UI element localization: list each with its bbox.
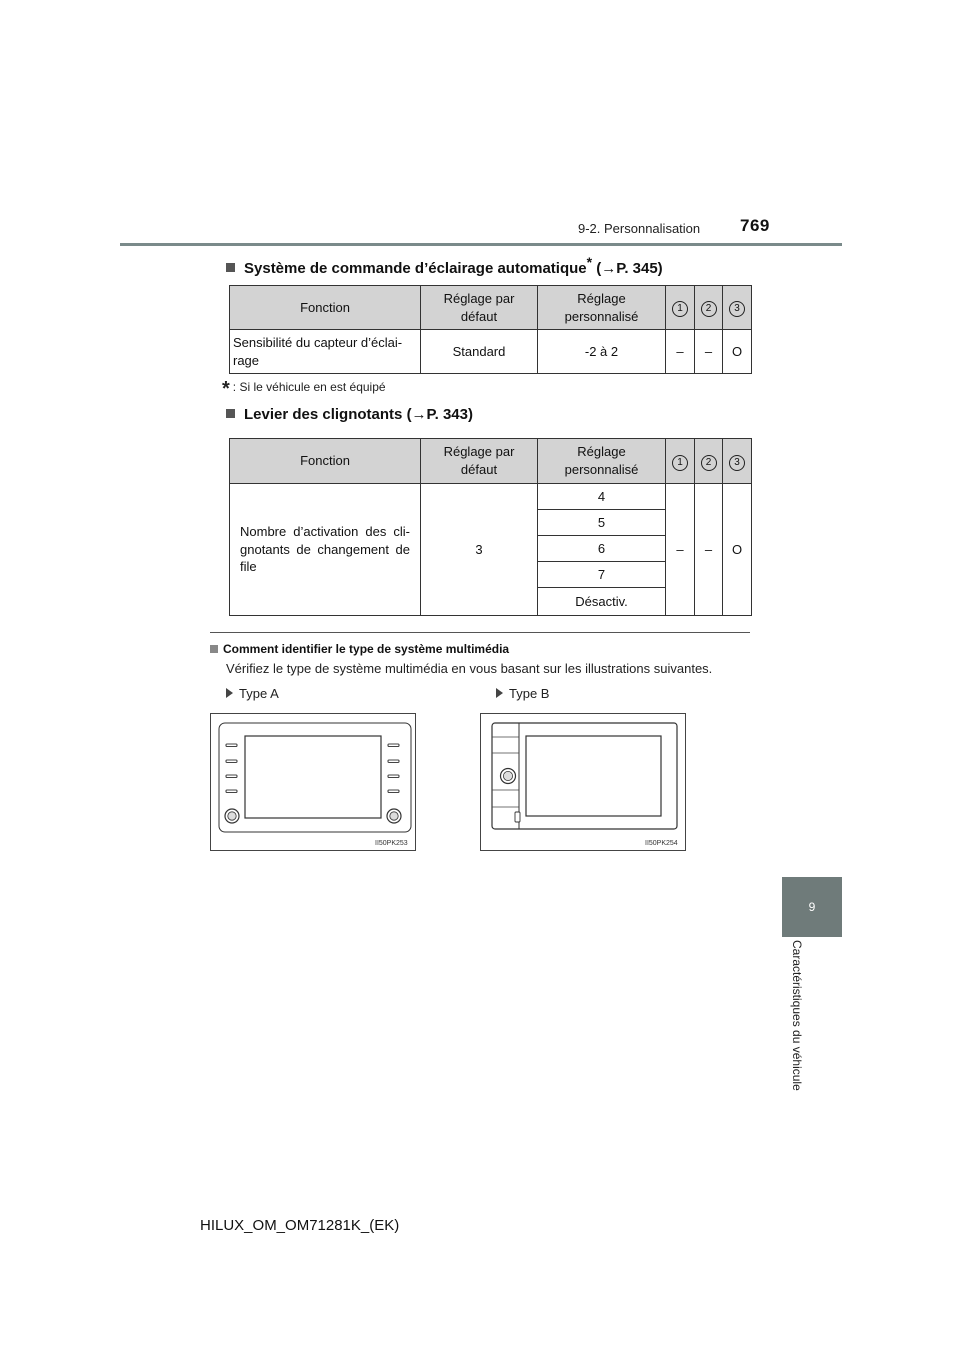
section-title-lighting: Système de commande d’éclairage automatique* (→P. 345)	[226, 254, 663, 277]
header-col-1: 1	[666, 286, 695, 330]
info-separator	[210, 632, 750, 633]
table-row	[230, 484, 752, 510]
cell-col-1: –	[666, 484, 695, 616]
figure-code: II50PK254	[645, 840, 678, 847]
triangle-bullet-icon	[496, 688, 503, 698]
square-bullet-icon	[226, 409, 235, 418]
cell-col-2: –	[695, 484, 723, 616]
cell-default: 3	[421, 484, 538, 616]
cell-custom-option: 4	[538, 484, 666, 510]
illustration-type-b	[480, 713, 686, 851]
cell-col-3: O	[723, 330, 752, 374]
section-title-ref: (→P. 343)	[406, 406, 473, 423]
header-col-2: 2	[695, 439, 723, 484]
figure-code: II50PK253	[375, 840, 408, 847]
cell-custom-option: 7	[538, 562, 666, 588]
chapter-title: Caractéristiques du véhicule	[790, 940, 804, 1091]
turn-signal-settings-table	[229, 438, 752, 616]
section-title-ref: (→P. 345)	[596, 260, 663, 277]
header-default: Réglage par défaut	[421, 439, 538, 484]
square-bullet-icon	[210, 645, 218, 653]
header-custom: Réglage personnalisé	[538, 439, 666, 484]
section-header: 9-2. Personnalisation	[578, 221, 701, 236]
info-text: Vérifiez le type de système multimédia en vous basant sur les illustrations suivantes.	[226, 661, 713, 676]
cell-custom: -2 à 2	[538, 330, 666, 374]
multimedia-type-a-drawing	[211, 714, 415, 850]
type-b-label: Type B	[496, 686, 549, 701]
type-a-label: Type A	[226, 686, 279, 701]
chapter-tab[interactable]	[782, 877, 842, 937]
info-title: Comment identifier le type de système multimédia	[210, 642, 509, 656]
table-row	[230, 330, 752, 374]
cell-custom-option: 6	[538, 536, 666, 562]
header-col-1: 1	[666, 439, 695, 484]
triangle-bullet-icon	[226, 688, 233, 698]
header-col-3: 3	[723, 286, 752, 330]
cell-col-3: O	[723, 484, 752, 616]
footnote: * : Si le véhicule en est équipé	[222, 378, 386, 400]
multimedia-type-b-drawing	[481, 714, 685, 850]
header-col-2: 2	[695, 286, 723, 330]
header-col-3: 3	[723, 439, 752, 484]
chapter-title-container	[782, 940, 812, 1115]
cell-function: Nombre d’activation des cli-gnotants de changement de file	[230, 484, 421, 616]
asterisk-icon: *	[222, 378, 230, 400]
document-id: HILUX_OM_OM71281K_(EK)	[200, 1217, 400, 1234]
cell-function: Sensibilité du capteur d’éclai-rage	[230, 330, 421, 374]
cell-default: Standard	[421, 330, 538, 374]
asterisk-icon: *	[586, 254, 593, 270]
cell-col-2: –	[695, 330, 723, 374]
header-rule	[120, 243, 842, 246]
table-header-row	[230, 286, 752, 330]
page-number: 769	[740, 216, 770, 235]
header-function: Fonction	[230, 439, 421, 484]
header-default: Réglage par défaut	[421, 286, 538, 330]
table-header-row	[230, 439, 752, 484]
square-bullet-icon	[226, 263, 235, 272]
header-function: Fonction	[230, 286, 421, 330]
header-custom: Réglage personnalisé	[538, 286, 666, 330]
lighting-settings-table	[229, 285, 752, 374]
cell-custom-option: 5	[538, 510, 666, 536]
section-title-turn-signal: Levier des clignotants (→P. 343)	[226, 406, 473, 423]
cell-col-1: –	[666, 330, 695, 374]
cell-custom-option: Désactiv.	[538, 588, 666, 616]
chapter-number: 9	[808, 900, 816, 914]
illustration-type-a	[210, 713, 416, 851]
